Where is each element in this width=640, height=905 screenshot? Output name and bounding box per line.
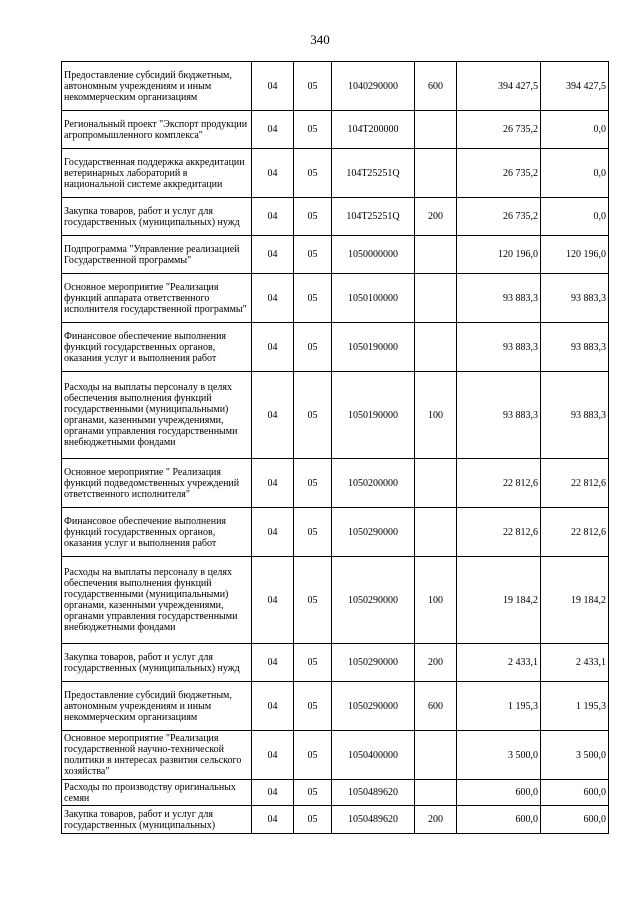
subsection-code-cell: 05 [294,198,332,236]
budget-table [61,61,609,834]
row-name-cell: Предоставление субсидий бюджетным, автономным учреждениям и иным некоммерческим организациям [62,682,252,731]
amount-year1-cell: 394 427,5 [457,62,541,111]
page-number: 340 [310,32,330,47]
row-name-cell: Финансовое обеспечение выполнения функций государственных органов, оказания услуг и выполнения работ [62,508,252,557]
target-article-cell: 1050190000 [332,372,415,459]
table-row [62,682,609,731]
section-code-cell: 04 [252,149,294,198]
row-name-cell: Финансовое обеспечение выполнения функций государственных органов, оказания услуг и выполнения работ [62,323,252,372]
target-article-cell: 1040290000 [332,62,415,111]
amount-year1-cell: 26 735,2 [457,111,541,149]
section-code-cell: 04 [252,323,294,372]
amount-year2-cell: 0,0 [541,111,609,149]
row-name-cell: Основное мероприятие " Реализация функций подведомственных учреждений ответственного исполнителя" [62,459,252,508]
subsection-code-cell: 05 [294,372,332,459]
table-row [62,372,609,459]
subsection-code-cell: 05 [294,780,332,806]
amount-year2-cell: 394 427,5 [541,62,609,111]
expense-type-cell: 200 [415,644,457,682]
target-article-cell: 1050290000 [332,557,415,644]
subsection-code-cell: 05 [294,111,332,149]
amount-year1-cell: 22 812,6 [457,508,541,557]
table-body [62,62,609,834]
subsection-code-cell: 05 [294,557,332,644]
row-name-cell: Расходы на выплаты персоналу в целях обеспечения выполнения функций государственными (муниципальными) органами, казенными учреждениями, органами управления государственными внебюджетными фондами [62,372,252,459]
amount-year1-cell: 93 883,3 [457,372,541,459]
table-row [62,731,609,780]
expense-type-cell [415,508,457,557]
expense-type-cell [415,111,457,149]
section-code-cell: 04 [252,62,294,111]
amount-year2-cell: 93 883,3 [541,274,609,323]
expense-type-cell [415,323,457,372]
amount-year2-cell: 0,0 [541,198,609,236]
target-article-cell: 1050489620 [332,780,415,806]
row-name-cell: Расходы по производству оригинальных семян [62,780,252,806]
expense-type-cell [415,459,457,508]
expense-type-cell: 600 [415,682,457,731]
section-code-cell: 04 [252,644,294,682]
amount-year2-cell: 600,0 [541,806,609,834]
target-article-cell: 104T200000 [332,111,415,149]
amount-year2-cell: 22 812,6 [541,508,609,557]
amount-year2-cell: 93 883,3 [541,323,609,372]
amount-year1-cell: 120 196,0 [457,236,541,274]
subsection-code-cell: 05 [294,323,332,372]
row-name-cell: Региональный проект "Экспорт продукции агропромышленного комплекса" [62,111,252,149]
amount-year1-cell: 19 184,2 [457,557,541,644]
table-row [62,508,609,557]
expense-type-cell: 200 [415,198,457,236]
section-code-cell: 04 [252,274,294,323]
table-row [62,111,609,149]
target-article-cell: 1050290000 [332,682,415,731]
amount-year1-cell: 26 735,2 [457,149,541,198]
subsection-code-cell: 05 [294,508,332,557]
section-code-cell: 04 [252,508,294,557]
expense-type-cell [415,731,457,780]
table-row [62,557,609,644]
amount-year2-cell: 600,0 [541,780,609,806]
expense-type-cell [415,274,457,323]
amount-year1-cell: 93 883,3 [457,274,541,323]
target-article-cell: 1050000000 [332,236,415,274]
expense-type-cell [415,780,457,806]
subsection-code-cell: 05 [294,149,332,198]
expense-type-cell: 100 [415,557,457,644]
subsection-code-cell: 05 [294,806,332,834]
table-row [62,644,609,682]
row-name-cell: Расходы на выплаты персоналу в целях обеспечения выполнения функций государственными (муниципальными) органами, казенными учреждениями, органами управления государственными внебюджетными фондами [62,557,252,644]
row-name-cell: Основное мероприятие "Реализация государственной научно-технической политики в интересах развития сельского хозяйства" [62,731,252,780]
expense-type-cell: 600 [415,62,457,111]
amount-year1-cell: 22 812,6 [457,459,541,508]
expense-type-cell [415,149,457,198]
amount-year2-cell: 19 184,2 [541,557,609,644]
subsection-code-cell: 05 [294,682,332,731]
table-row [62,806,609,834]
table-row [62,274,609,323]
table-row [62,149,609,198]
section-code-cell: 04 [252,372,294,459]
section-code-cell: 04 [252,806,294,834]
target-article-cell: 1050100000 [332,274,415,323]
section-code-cell: 04 [252,731,294,780]
row-name-cell: Подпрограмма "Управление реализацией Государственной программы" [62,236,252,274]
section-code-cell: 04 [252,780,294,806]
amount-year1-cell: 600,0 [457,806,541,834]
amount-year2-cell: 1 195,3 [541,682,609,731]
section-code-cell: 04 [252,459,294,508]
amount-year1-cell: 1 195,3 [457,682,541,731]
section-code-cell: 04 [252,236,294,274]
row-name-cell: Основное мероприятие "Реализация функций аппарата ответственного исполнителя государственной программы" [62,274,252,323]
amount-year1-cell: 600,0 [457,780,541,806]
amount-year2-cell: 0,0 [541,149,609,198]
row-name-cell: Закупка товаров, работ и услуг для государственных (муниципальных) [62,806,252,834]
table-row [62,236,609,274]
row-name-cell: Закупка товаров, работ и услуг для государственных (муниципальных) нужд [62,198,252,236]
amount-year2-cell: 3 500,0 [541,731,609,780]
table-row [62,459,609,508]
amount-year2-cell: 22 812,6 [541,459,609,508]
target-article-cell: 104T25251Q [332,198,415,236]
amount-year1-cell: 26 735,2 [457,198,541,236]
expense-type-cell [415,236,457,274]
subsection-code-cell: 05 [294,731,332,780]
target-article-cell: 1050200000 [332,459,415,508]
target-article-cell: 104T25251Q [332,149,415,198]
subsection-code-cell: 05 [294,644,332,682]
subsection-code-cell: 05 [294,274,332,323]
section-code-cell: 04 [252,111,294,149]
target-article-cell: 1050290000 [332,644,415,682]
section-code-cell: 04 [252,682,294,731]
amount-year2-cell: 2 433,1 [541,644,609,682]
section-code-cell: 04 [252,557,294,644]
target-article-cell: 1050190000 [332,323,415,372]
amount-year1-cell: 93 883,3 [457,323,541,372]
amount-year1-cell: 3 500,0 [457,731,541,780]
expense-type-cell: 100 [415,372,457,459]
table-row [62,198,609,236]
table-row [62,62,609,111]
expense-type-cell: 200 [415,806,457,834]
amount-year2-cell: 120 196,0 [541,236,609,274]
table-row [62,323,609,372]
target-article-cell: 1050290000 [332,508,415,557]
target-article-cell: 1050400000 [332,731,415,780]
subsection-code-cell: 05 [294,459,332,508]
row-name-cell: Предоставление субсидий бюджетным, автономным учреждениям и иным некоммерческим организациям [62,62,252,111]
amount-year2-cell: 93 883,3 [541,372,609,459]
target-article-cell: 1050489620 [332,806,415,834]
subsection-code-cell: 05 [294,62,332,111]
row-name-cell: Государственная поддержка аккредитации ветеринарных лабораторий в национальной системе аккредитации [62,149,252,198]
amount-year1-cell: 2 433,1 [457,644,541,682]
subsection-code-cell: 05 [294,236,332,274]
section-code-cell: 04 [252,198,294,236]
row-name-cell: Закупка товаров, работ и услуг для государственных (муниципальных) нужд [62,644,252,682]
table-row [62,780,609,806]
